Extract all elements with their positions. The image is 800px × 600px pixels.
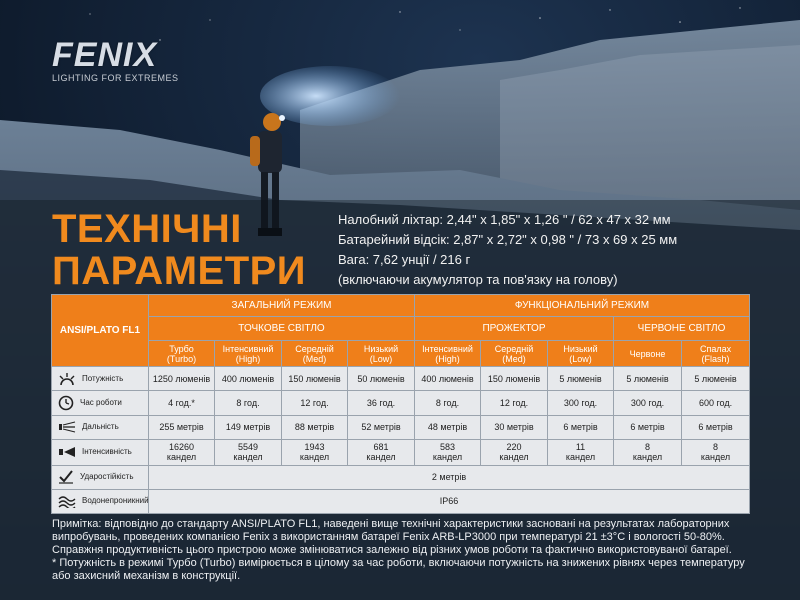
note-line: * Потужність в режимі Турбо (Turbo) вимірюється в цілому за час роботи, включаючи потужність на знижених рівнях через температуру (52, 557, 745, 569)
waterproof-icon (58, 494, 76, 508)
mode-header: Середній (Med) (282, 341, 348, 367)
note-line: Справжня продуктивність цього пристрою може змінюватися залежно від різних умов роботи та фактично використовуваної батареї. (52, 544, 732, 556)
mode-header: Інтенсивний (High) (215, 341, 282, 367)
clock-icon (58, 395, 74, 411)
page-title (52, 208, 306, 292)
title-line-1: ТЕХНІЧНІ (52, 207, 242, 251)
mode-header: Інтенсивний (High) (415, 341, 481, 367)
title-line-2: ПАРАМЕТРИ (52, 249, 307, 293)
spec-table (51, 294, 749, 514)
flood-light-header: ПРОЖЕКТОР (415, 317, 614, 341)
general-mode-header: ЗАГАЛЬНИЙ РЕЖИМ (149, 295, 415, 317)
dimensions-block (338, 210, 677, 290)
light-rays-icon (58, 372, 76, 386)
spec-weight: Вага: 7,62 унції / 216 г (338, 252, 471, 267)
spec-headlamp: Налобний ліхтар: 2,44" x 1,85" x 1,26 " / 62 x 47 x 32 мм (338, 212, 671, 227)
standard-label: ANSI/PLATO FL1 (52, 295, 149, 367)
brand-tagline: LIGHTING FOR EXTREMES (52, 73, 179, 83)
intensity-icon (58, 445, 76, 459)
note-line: випробувань, проведених компанією Fenix з використанням батареї Fenix ARB-LP3000 при температурі 21 ±3°C і вологості 50-80%. (52, 531, 725, 543)
row-runtime: Час роботи 4 год.* 8 год. 12 год. 36 год. 8 год. 12 год. 300 год. 300 год. 600 год. (52, 391, 750, 415)
mode-header: Низький (Low) (348, 341, 415, 367)
row-impact: Ударостійкість 2 метрів (52, 465, 750, 489)
note-line: Примітка: відповідно до стандарту ANSI/PLATO FL1, наведені вище технічні характеристики засновані на результатах лабораторних (52, 518, 730, 530)
row-distance: Дальність 255 метрів 149 метрів 88 метрів 52 метрів 48 метрів 30 метрів 6 метрів 6 метрів 6 метрів (52, 415, 750, 439)
row-waterproof: Водонепроникний IP66 (52, 489, 750, 513)
beam-distance-icon (58, 420, 76, 434)
mode-header: Спалах (Flash) (682, 341, 750, 367)
mode-header: Середній (Med) (481, 341, 548, 367)
spec-weight-note: (включаючи акумулятор та пов'язку на голову) (338, 272, 618, 287)
mode-header: Низький (Low) (548, 341, 614, 367)
brand-name: FENIX (52, 36, 158, 74)
impact-icon (58, 469, 74, 485)
footnote (52, 518, 752, 583)
row-output: Потужність 1250 люменів 400 люменів 150 люменів 50 люменів 400 люменів 150 люменів 5 люменів 5 люменів 5 люменів (52, 367, 750, 391)
spot-light-header: ТОЧКОВЕ СВІТЛО (149, 317, 415, 341)
row-intensity: Інтенсивність 16260 кандел 5549 кандел 1943 кандел 681 кандел 583 кандел 220 кандел 11 кандел 8 кандел 8 кандел (52, 439, 750, 465)
note-line: або захисний механізм в конструкції. (52, 570, 241, 582)
mode-header: Турбо (Turbo) (149, 341, 215, 367)
red-light-header: ЧЕРВОНЕ СВІТЛО (614, 317, 750, 341)
fenix-logo (52, 36, 179, 83)
spec-battery-box: Батарейний відсік: 2,87" x 2,72" x 0,98 " / 73 x 69 x 25 мм (338, 232, 678, 247)
mode-header: Червоне (614, 341, 682, 367)
functional-mode-header: ФУНКЦІОНАЛЬНИЙ РЕЖИМ (415, 295, 750, 317)
